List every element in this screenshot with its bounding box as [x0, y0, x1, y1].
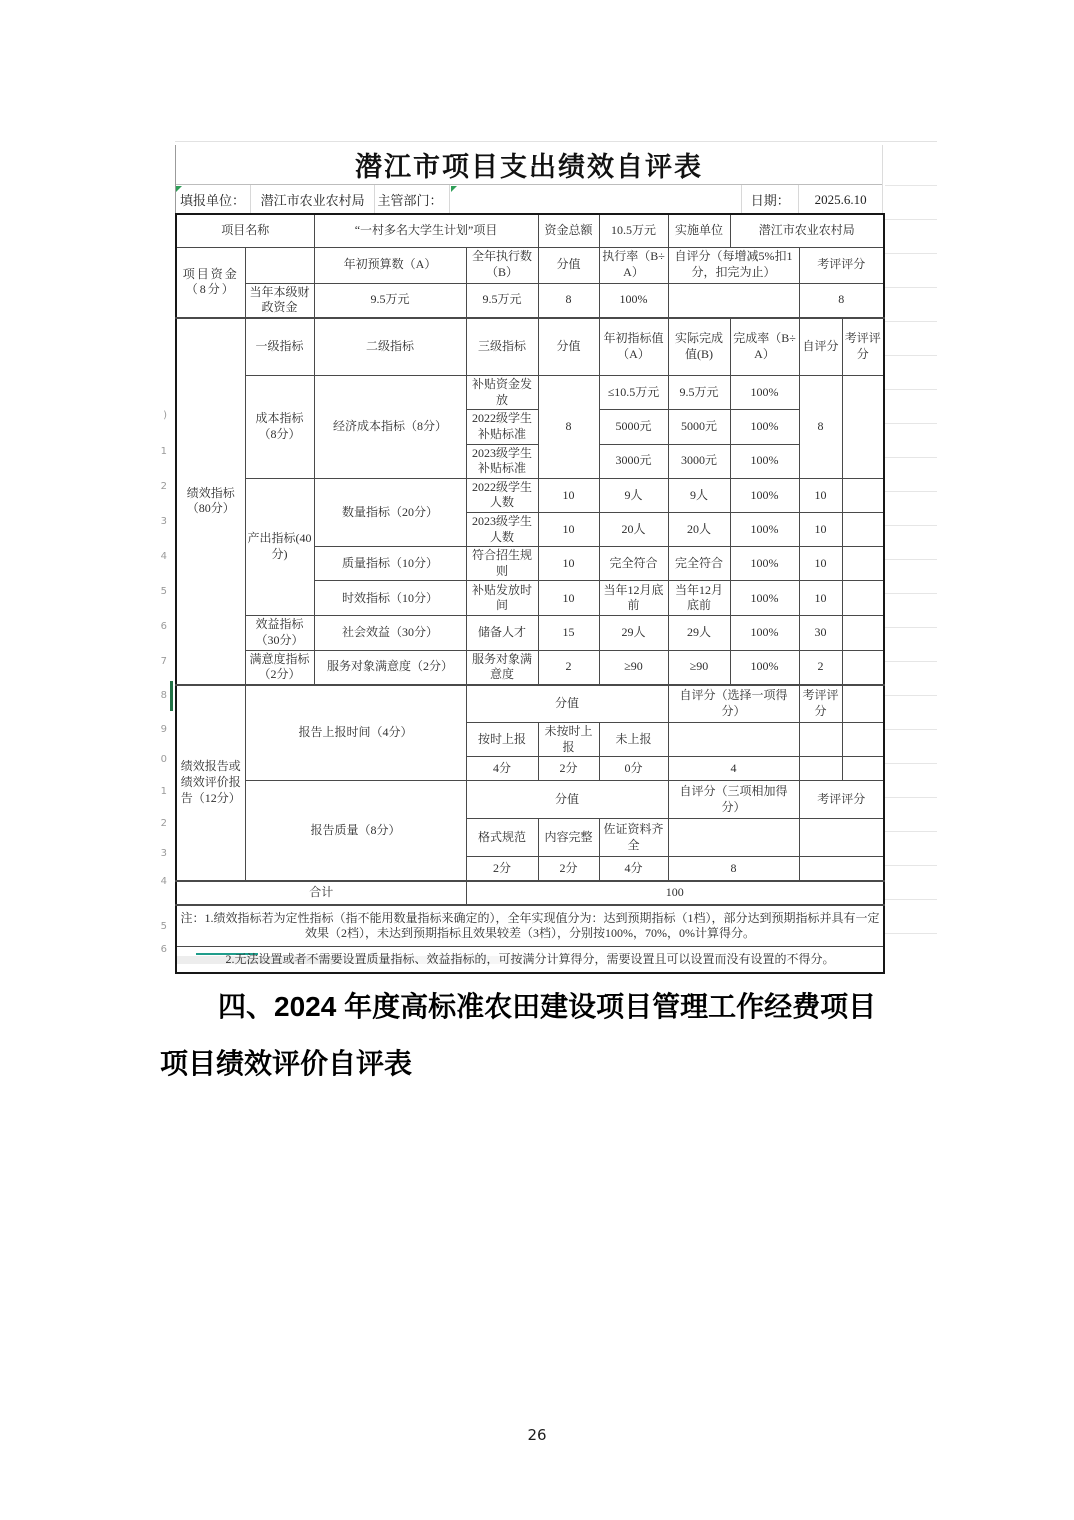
cell-q1-rate: 100%	[730, 478, 799, 512]
sheet-gridline	[175, 141, 937, 142]
cell-cost-level2: 经济成本指标（8分）	[314, 376, 466, 479]
cell-cost1-rate: 100%	[730, 376, 799, 410]
cell-submission-opt3: 未上报	[599, 723, 668, 757]
indicator-header-row	[176, 318, 884, 376]
filing-unit-value: 潜江市农业农村局	[251, 185, 376, 214]
cell-empty	[842, 723, 884, 757]
cell-quality-rate: 100%	[730, 547, 799, 581]
cell-submission-self-value: 4	[668, 757, 799, 781]
total-row	[176, 881, 884, 905]
row-number: 4	[160, 551, 167, 562]
page-number: 26	[527, 1426, 547, 1444]
cell-rquality-opt3: 佐证资料齐全	[599, 819, 668, 857]
section-heading-line2: 项目绩效评价自评表	[160, 1048, 413, 1079]
cell-funds-exec: 9.5万元	[466, 283, 538, 318]
cell-rquality-pt3: 4分	[599, 857, 668, 881]
cell-time-level3: 补贴发放时间	[466, 581, 538, 616]
cell-benefit-level3: 储备人才	[466, 616, 538, 650]
cell-time-target: 当年12月底前	[599, 581, 668, 616]
cell-time-actual: 当年12月底前	[668, 581, 730, 616]
cell-empty	[842, 757, 884, 781]
excel-selection-bar	[170, 681, 173, 711]
cell-benefit-target: 29人	[599, 616, 668, 650]
cell-empty	[245, 247, 314, 283]
cell-quality-self: 10	[799, 547, 842, 581]
cell-funds-self	[668, 283, 799, 318]
cell-quality-level3: 符合招生规则	[466, 547, 538, 581]
cell-cost3-actual: 3000元	[668, 444, 730, 478]
cell-q1-review	[842, 478, 884, 512]
cell-time-level2: 时效指标（10分）	[314, 581, 466, 616]
cell-cost2-target: 5000元	[599, 410, 668, 444]
row-number: 4	[160, 876, 167, 887]
row-number: 9	[160, 724, 167, 735]
cell-submission-self-header: 自评分（选择一项得分）	[668, 685, 799, 723]
cell-sat-target: ≥90	[599, 650, 668, 685]
cell-empty	[799, 723, 842, 757]
cell-h-self: 自评分	[799, 318, 842, 376]
benefit-row	[176, 616, 884, 650]
row-number: 5	[160, 586, 167, 597]
cell-rquality-pt2: 2分	[538, 857, 599, 881]
section-heading-line1: 四、2024 年度高标准农田建设项目管理工作经费项目	[218, 991, 877, 1022]
note-row-1	[176, 905, 884, 947]
row-number: 7	[160, 656, 167, 667]
table-title: 潜江市项目支出绩效自评表	[176, 145, 882, 185]
cell-rquality-self-header: 自评分（三项相加得分）	[668, 781, 799, 819]
cell-submission-opt1: 按时上报	[466, 723, 538, 757]
cell-funds-score-header: 分值	[538, 247, 599, 283]
row-number: 6	[160, 621, 167, 632]
cell-empty	[799, 857, 884, 881]
cell-q2-score: 10	[538, 512, 599, 546]
funds-header-row	[176, 247, 884, 283]
self-evaluation-table	[175, 213, 885, 974]
filing-date-value: 2025.6.10	[814, 191, 867, 207]
cell-report-group: 绩效报告或绩效评价报告（12分）	[176, 685, 245, 881]
cell-submission-review-header: 考评评分	[799, 685, 842, 723]
cell-submission-pt1: 4分	[466, 757, 538, 781]
cell-cost2-actual: 5000元	[668, 410, 730, 444]
cell-impl-value: 潜江市农业农村局	[730, 214, 884, 247]
cell-sat-rate: 100%	[730, 650, 799, 685]
row-number: 3	[160, 516, 167, 527]
row-number: 3	[160, 848, 167, 859]
cell-submission-score-header: 分值	[466, 685, 668, 723]
cell-funds-review-header: 考评评分	[799, 247, 884, 283]
cell-empty	[799, 757, 842, 781]
satisfaction-row	[176, 650, 884, 685]
cell-funds-group: 项目资金（8分）	[176, 247, 245, 318]
cell-rquality-self-value: 8	[668, 857, 799, 881]
cell-cost-review	[842, 376, 884, 479]
table-header-block	[175, 145, 883, 214]
sheet-margin-gridlines	[885, 152, 937, 956]
cell-rquality-pt1: 2分	[466, 857, 538, 881]
cell-quantity-level2: 数量指标（20分）	[314, 478, 466, 546]
cell-rquality-opt2: 内容完整	[538, 819, 599, 857]
cell-cost-self: 8	[799, 376, 842, 479]
cell-empty	[668, 723, 799, 757]
cell-submission-opt2: 未按时上报	[538, 723, 599, 757]
cell-benefit-rate: 100%	[730, 616, 799, 650]
cell-sat-actual: ≥90	[668, 650, 730, 685]
cell-q2-rate: 100%	[730, 512, 799, 546]
cell-q1-level3: 2022级学生人数	[466, 478, 538, 512]
cell-cost2-rate: 100%	[730, 410, 799, 444]
cell-output-level1: 产出指标(40分)	[245, 478, 314, 616]
cell-rquality-review-header: 考评评分	[799, 781, 884, 819]
cell-amount-label: 资金总额	[538, 214, 599, 247]
report-quality-header-row	[176, 781, 884, 819]
table-note-2: 2.无法设置或者不需要设置质量指标、效益指标的，可按满分计算得分，需要设置且可以设置而没有设置的不得分。	[176, 947, 884, 973]
cell-empty	[668, 819, 799, 857]
cell-submission-pt3: 0分	[599, 757, 668, 781]
row-number: 1	[160, 446, 167, 457]
cell-benefit-review	[842, 616, 884, 650]
cost-row-1	[176, 376, 884, 410]
cell-h-level2: 二级指标	[314, 318, 466, 376]
cell-quality-level2: 质量指标（10分）	[314, 547, 466, 581]
cell-funds-score: 8	[538, 283, 599, 318]
cell-benefit-score: 15	[538, 616, 599, 650]
cell-cost3-rate: 100%	[730, 444, 799, 478]
cell-cost2-level3: 2022级学生补贴标准	[466, 410, 538, 444]
cell-amount-value: 10.5万元	[599, 214, 668, 247]
cell-time-rate: 100%	[730, 581, 799, 616]
cell-total-value: 100	[466, 881, 884, 905]
cell-q2-level3: 2023级学生人数	[466, 512, 538, 546]
cell-impl-label: 实施单位	[668, 214, 730, 247]
cell-time-score: 10	[538, 581, 599, 616]
cell-time-review	[842, 581, 884, 616]
cell-quality-target: 完全符合	[599, 547, 668, 581]
cell-rquality-label: 报告质量（8分）	[245, 781, 466, 881]
cell-benefit-level1: 效益指标（30分）	[245, 616, 314, 650]
project-name-row	[176, 214, 884, 247]
cell-cost1-target: ≤10.5万元	[599, 376, 668, 410]
table-note-1: 注：1.绩效指标若为定性指标（指不能用数量指标来确定的），全年实现值分为：达到预期指标（1档），部分达到预期指标并具有一定效果（2档），未达到预期指标且效果较差（3档），分别按100%，70%，0%计算得分。	[176, 905, 884, 947]
cell-project-name-label: 项目名称	[176, 214, 314, 247]
cell-cost3-target: 3000元	[599, 444, 668, 478]
row-number: 0	[160, 754, 167, 765]
cell-funds-exec-header: 全年执行数（B）	[466, 247, 538, 283]
cell-sat-level3: 服务对象满意度	[466, 650, 538, 685]
cell-h-level1: 一级指标	[245, 318, 314, 376]
row-number: 2	[160, 818, 167, 829]
cell-cost3-level3: 2023级学生补贴标准	[466, 444, 538, 478]
cell-benefit-actual: 29人	[668, 616, 730, 650]
cell-quality-score: 10	[538, 547, 599, 581]
cell-quality-review	[842, 547, 884, 581]
cell-quality-actual: 完全符合	[668, 547, 730, 581]
cell-rquality-opt1: 格式规范	[466, 819, 538, 857]
cell-q2-review	[842, 512, 884, 546]
filing-dept-label: 主管部门：	[375, 185, 450, 214]
cell-h-review: 考评评分	[842, 318, 884, 376]
cell-funds-rate: 100%	[599, 283, 668, 318]
cell-sat-level1: 满意度指标（2分）	[245, 650, 314, 685]
filing-dept-value	[450, 185, 742, 214]
cell-funds-review: 8	[799, 283, 884, 318]
cell-funds-row-label: 当年本级财政资金	[245, 283, 314, 318]
output-quantity-row-1	[176, 478, 884, 512]
cell-q1-self: 10	[799, 478, 842, 512]
cell-sat-self: 2	[799, 650, 842, 685]
cell-funds-rate-header: 执行率（B÷A）	[599, 247, 668, 283]
cell-h-score: 分值	[538, 318, 599, 376]
note-row-2	[176, 947, 884, 973]
cell-project-name-value: “一村多名大学生计划”项目	[314, 214, 538, 247]
cell-funds-self-header: 自评分（每增减5%扣1分，扣完为止）	[668, 247, 799, 283]
cell-q2-target: 20人	[599, 512, 668, 546]
cell-cost-score: 8	[538, 376, 599, 479]
cell-empty	[799, 819, 884, 857]
cell-sat-score: 2	[538, 650, 599, 685]
cell-sat-review	[842, 650, 884, 685]
cell-h-level3: 三级指标	[466, 318, 538, 376]
cell-q1-target: 9人	[599, 478, 668, 512]
cell-total-label: 合计	[176, 881, 466, 905]
cell-cost-level1: 成本指标（8分）	[245, 376, 314, 479]
filing-date-label: 日期：	[742, 185, 799, 214]
cell-funds-budget: 9.5万元	[314, 283, 466, 318]
cell-cost1-actual: 9.5万元	[668, 376, 730, 410]
cell-benefit-self: 30	[799, 616, 842, 650]
cell-submission-pt2: 2分	[538, 757, 599, 781]
cell-time-self: 10	[799, 581, 842, 616]
cell-rquality-score-header: 分值	[466, 781, 668, 819]
row-number: 2	[160, 481, 167, 492]
filing-unit-label: 填报单位：	[176, 185, 251, 214]
funds-data-row	[176, 283, 884, 318]
cell-q1-actual: 9人	[668, 478, 730, 512]
cell-h-rate: 完成率（B÷A）	[730, 318, 799, 376]
row-number: 8	[160, 690, 167, 701]
cell-indicators-group: 绩效指标（80分）	[176, 318, 245, 685]
row-number: 6	[160, 944, 167, 955]
cell-cost1-level3: 补贴资金发放	[466, 376, 538, 410]
cell-empty	[842, 685, 884, 723]
cell-submission-label: 报告上报时间（4分）	[245, 685, 466, 781]
cell-q1-score: 10	[538, 478, 599, 512]
row-number: 5	[160, 921, 167, 932]
cell-funds-budget-header: 年初预算数（A）	[314, 247, 466, 283]
row-number: )	[163, 410, 167, 421]
cell-benefit-level2: 社会效益（30分）	[314, 616, 466, 650]
cell-q2-actual: 20人	[668, 512, 730, 546]
filing-row	[176, 185, 882, 214]
cell-h-target: 年初指标值（A）	[599, 318, 668, 376]
report-submission-header-row	[176, 685, 884, 723]
row-number: 1	[160, 786, 167, 797]
cell-sat-level2: 服务对象满意度（2分）	[314, 650, 466, 685]
cell-q2-self: 10	[799, 512, 842, 546]
cell-h-actual: 实际完成值(B)	[668, 318, 730, 376]
